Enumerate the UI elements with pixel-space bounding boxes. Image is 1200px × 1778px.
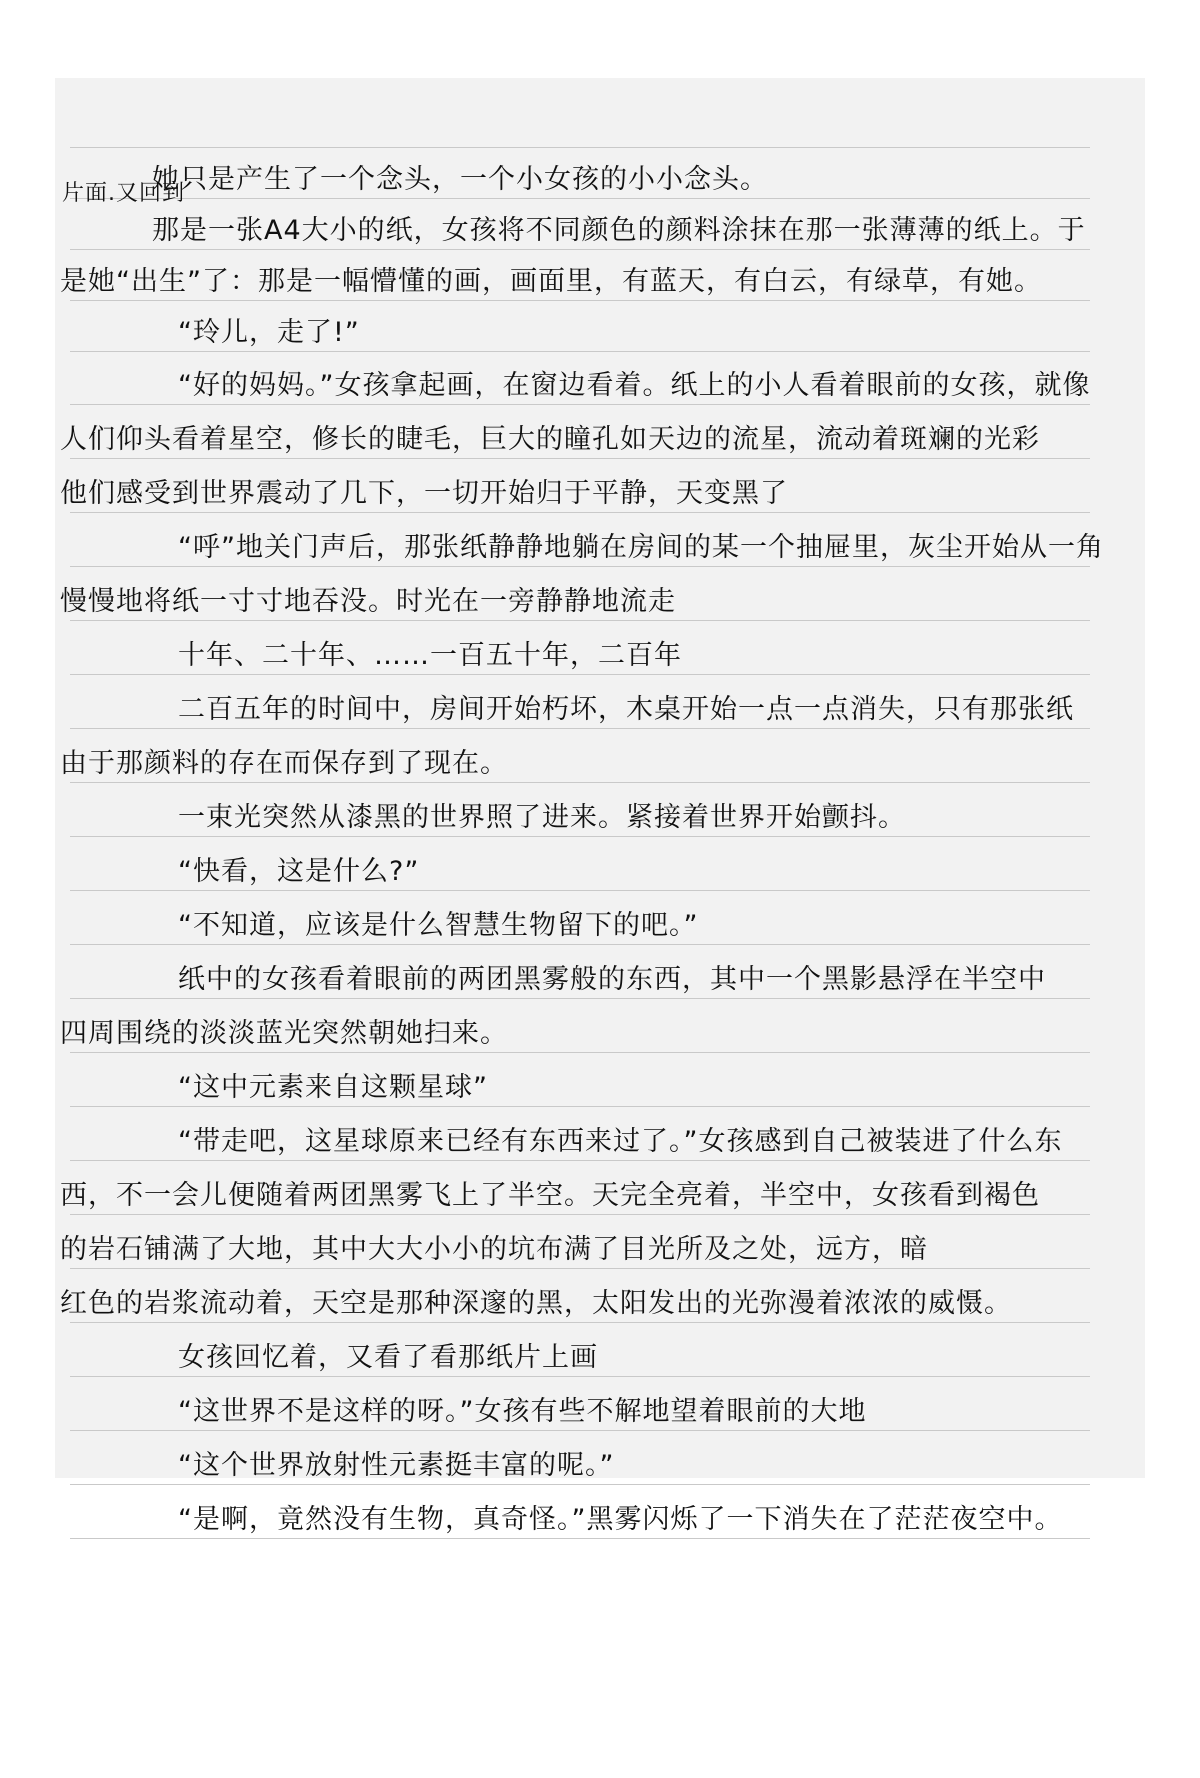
ruled-line	[70, 512, 1090, 513]
ruled-line	[70, 404, 1090, 405]
ruled-line	[70, 620, 1090, 621]
ruled-line	[70, 1322, 1090, 1323]
ruled-line	[70, 890, 1090, 891]
paragraph-line: “这中元素来自这颗星球”	[178, 1072, 488, 1103]
paragraph-line: “是啊，竟然没有生物，真奇怪。”黑雾闪烁了一下消失在了茫茫夜空中。	[178, 1504, 1063, 1535]
paragraph-line: 人们仰头看着星空，修长的睫毛，巨大的瞳孔如天边的流星，流动着斑斓的光彩	[60, 424, 1040, 455]
ruled-line	[70, 836, 1090, 837]
paragraph-line: 那是一张A4大小的纸，女孩将不同颜色的颜料涂抹在那一张薄薄的纸上。于	[152, 215, 1086, 246]
ruled-line	[70, 300, 1090, 301]
paragraph-line: 西，不一会儿便随着两团黑雾飞上了半空。天完全亮着，半空中，女孩看到褐色	[60, 1180, 1040, 1211]
paragraph-line: 是她“出生”了：那是一幅懵懂的画，画面里，有蓝天，有白云，有绿草，有她。	[60, 266, 1042, 297]
ruled-line	[70, 1430, 1090, 1431]
ruled-line	[70, 198, 1090, 199]
ruled-line	[70, 1538, 1090, 1539]
ruled-line	[70, 782, 1090, 783]
paragraph-line: “好的妈妈。”女孩拿起画，在窗边看着。纸上的小人看着眼前的女孩，就像	[178, 370, 1091, 401]
paragraph-line: 红色的岩浆流动着，天空是那种深邃的黑，太阳发出的光弥漫着浓浓的威慑。	[60, 1288, 1012, 1319]
ruled-line	[70, 1160, 1090, 1161]
ruled-line	[70, 351, 1090, 352]
paragraph-line: 纸中的女孩看着眼前的两团黑雾般的东西，其中一个黑影悬浮在半空中	[178, 964, 1046, 995]
paragraph-line: “玲儿，走了!”	[178, 317, 360, 348]
ruled-line	[70, 674, 1090, 675]
paragraph-line: 慢慢地将纸一寸寸地吞没。时光在一旁静静地流走	[60, 586, 676, 617]
paragraph-line: “这个世界放射性元素挺丰富的呢。”	[178, 1450, 615, 1481]
ruled-line	[70, 1484, 1090, 1485]
ruled-line	[70, 1376, 1090, 1377]
paragraph-line: “呼”地关门声后，那张纸静静地躺在房间的某一个抽屉里，灰尘开始从一角	[178, 532, 1104, 563]
paragraph-line: 二百五年的时间中，房间开始朽坏，木桌开始一点一点消失，只有那张纸	[178, 694, 1074, 725]
ruled-line	[70, 1214, 1090, 1215]
paragraph-line: 十年、二十年、……一百五十年，二百年	[178, 640, 682, 671]
page-title: 片面.又回到	[62, 181, 185, 206]
ruled-line	[70, 1106, 1090, 1107]
ruled-line	[70, 944, 1090, 945]
paragraph-line: 一束光突然从漆黑的世界照了进来。紧接着世界开始颤抖。	[178, 802, 906, 833]
ruled-line	[70, 728, 1090, 729]
paragraph-line: “带走吧，这星球原来已经有东西来过了。”女孩感到自己被装进了什么东	[178, 1126, 1063, 1157]
paragraph-line: 四周围绕的淡淡蓝光突然朝她扫来。	[60, 1018, 508, 1049]
ruled-line	[70, 1052, 1090, 1053]
paragraph-line: “快看，这是什么?”	[178, 856, 420, 887]
ruled-line	[70, 147, 1090, 148]
paragraph-line: 他们感受到世界震动了几下，一切开始归于平静，天变黑了	[60, 478, 788, 509]
ruled-line	[70, 458, 1090, 459]
ruled-line	[70, 249, 1090, 250]
paragraph-line: 她只是产生了一个念头，一个小女孩的小小念头。	[152, 164, 768, 195]
paragraph-line: 的岩石铺满了大地，其中大大小小的坑布满了目光所及之处，远方，暗	[60, 1234, 928, 1265]
ruled-line	[70, 998, 1090, 999]
paragraph-line: “这世界不是这样的呀。”女孩有些不解地望着眼前的大地	[178, 1396, 867, 1427]
ruled-line	[70, 566, 1090, 567]
ruled-line	[70, 1268, 1090, 1269]
paragraph-line: “不知道，应该是什么智慧生物留下的吧。”	[178, 910, 699, 941]
paragraph-line: 由于那颜料的存在而保存到了现在。	[60, 748, 508, 779]
paragraph-line: 女孩回忆着，又看了看那纸片上画	[178, 1342, 598, 1373]
